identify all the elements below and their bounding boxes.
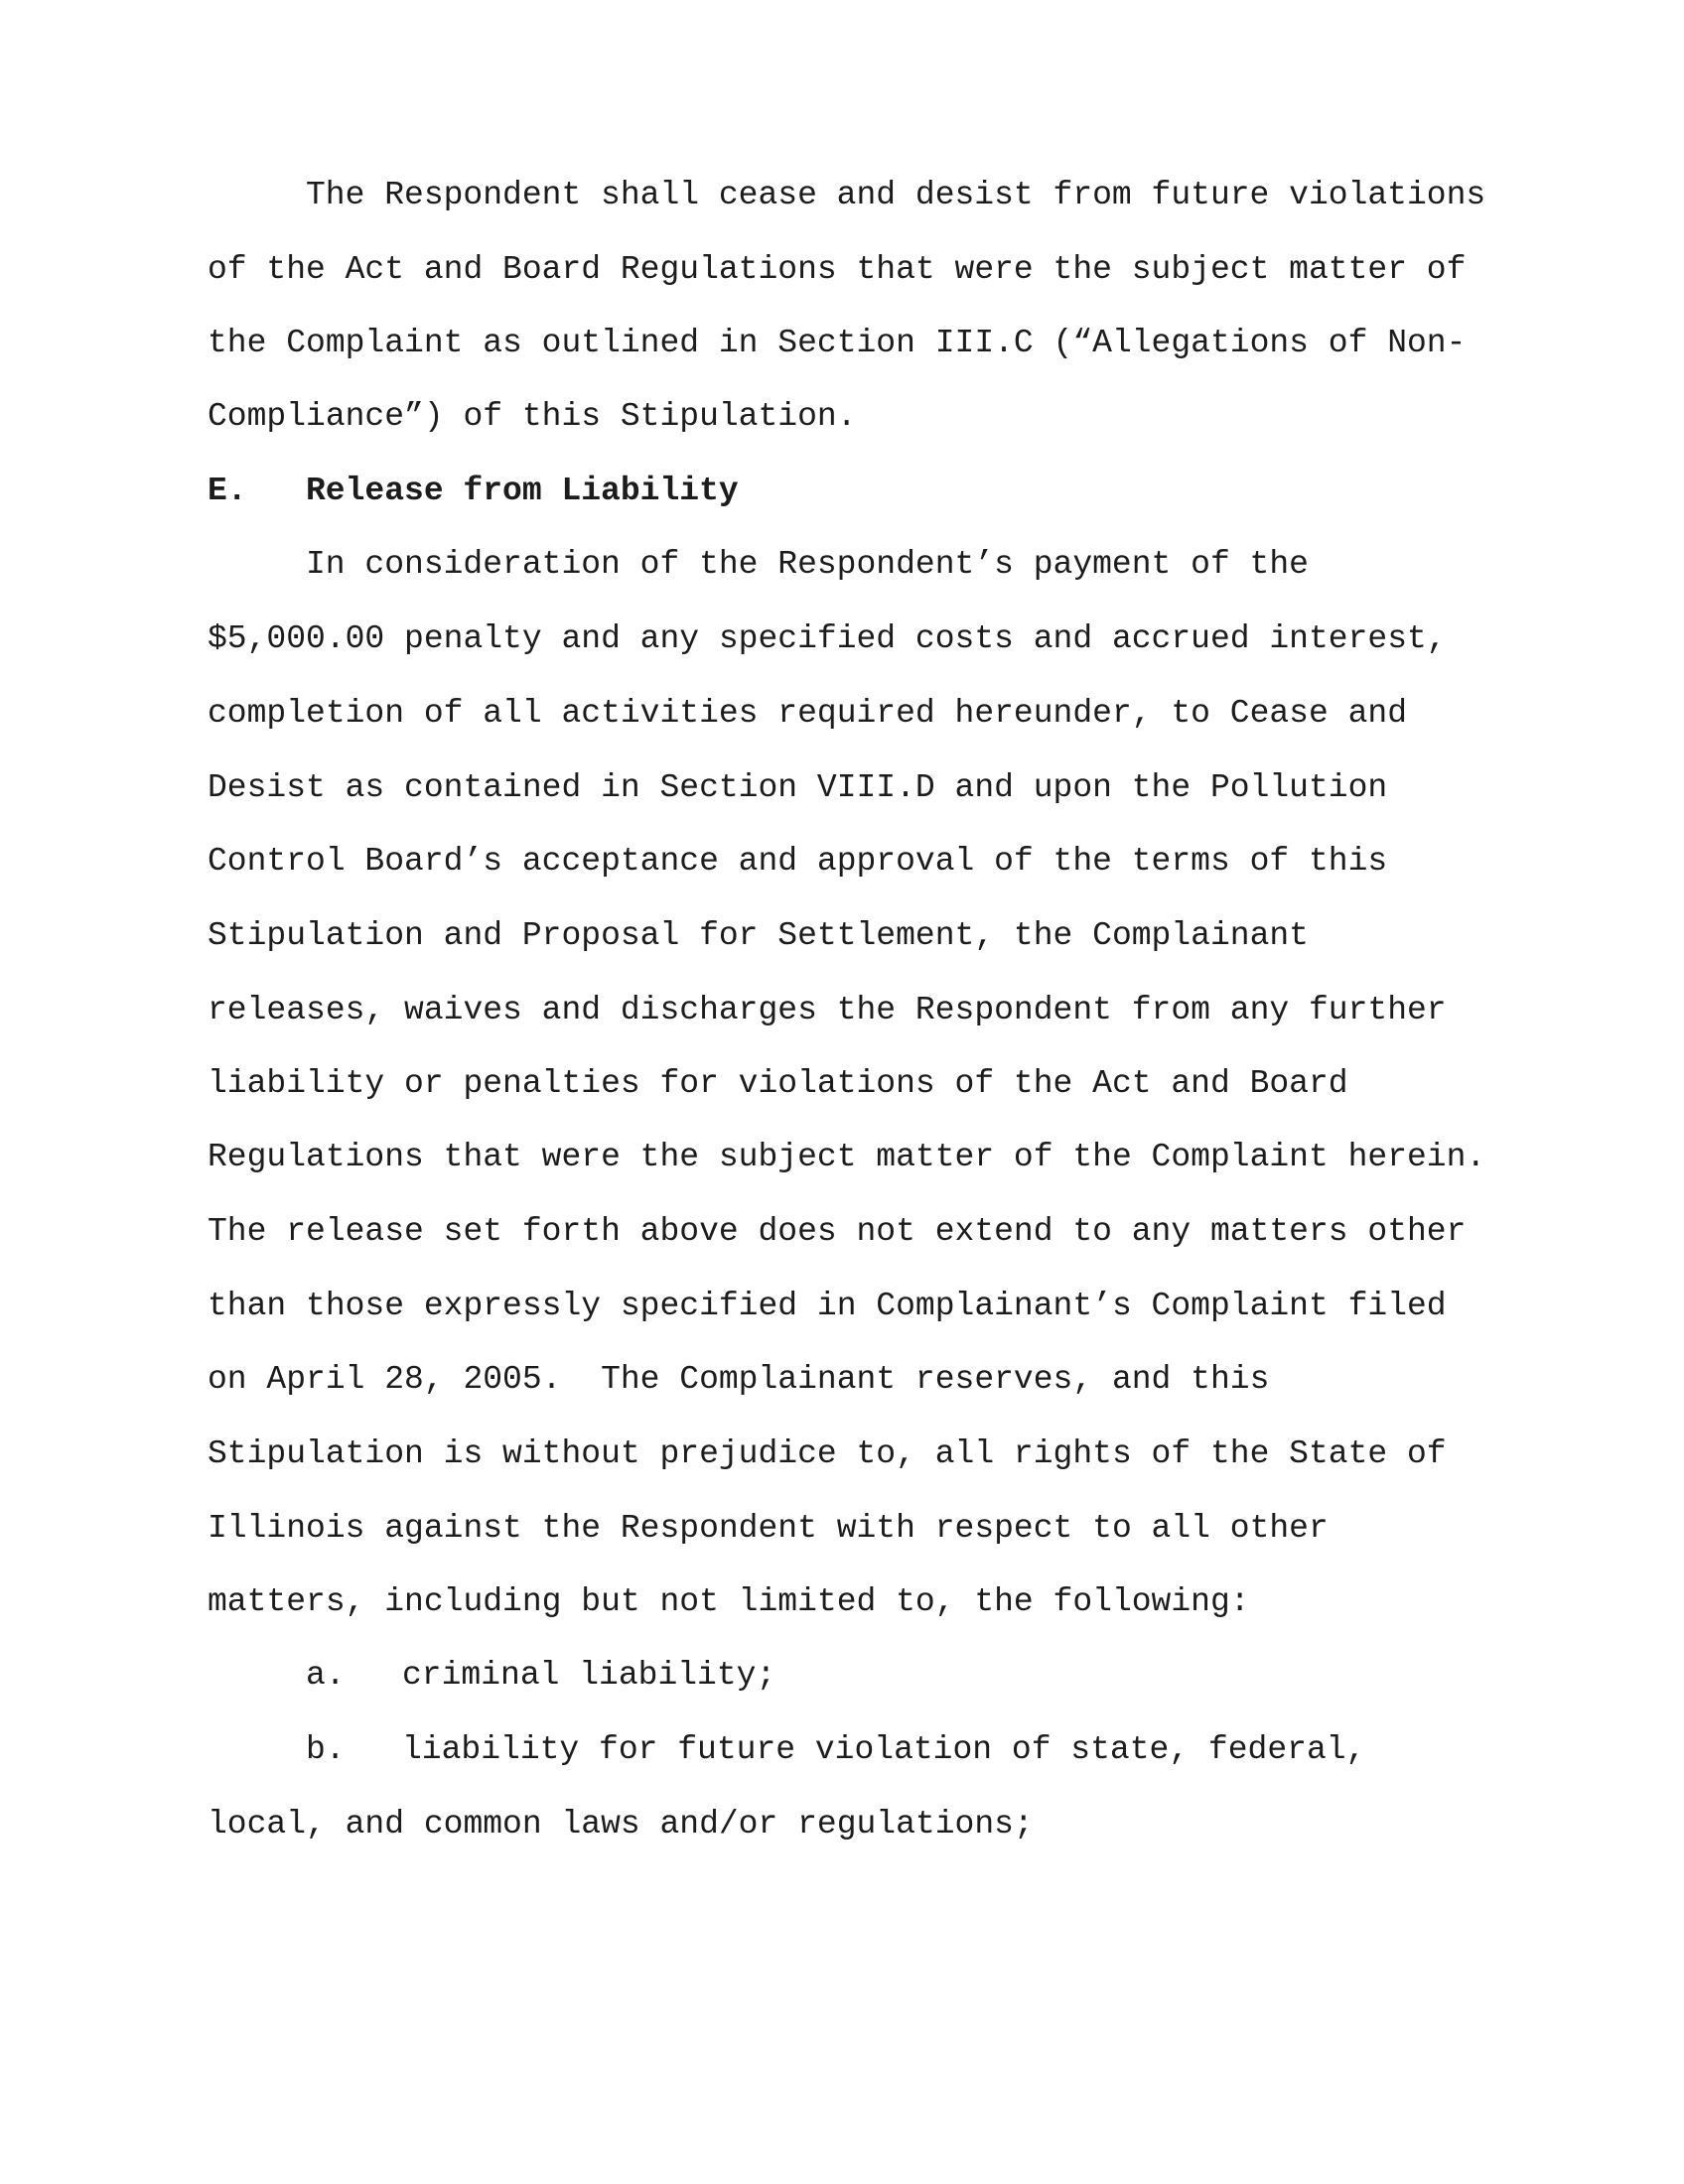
- paragraph-2-line-13: Stipulation is without prejudice to, all rights of the State of: [208, 1435, 1447, 1472]
- paragraph-2-line-11: than those expressly specified in Complainant’s Complaint filed: [208, 1288, 1447, 1324]
- paragraph-1-line-1: The Respondent shall cease and desist from future violations: [306, 177, 1486, 213]
- list-item-a-text: criminal liability;: [402, 1657, 776, 1694]
- paragraph-1-line-3: the Complaint as outlined in Section III.C (“Allegations of Non-: [208, 325, 1467, 361]
- list-item-b-text: liability for future violation of state, federal,: [402, 1731, 1366, 1768]
- paragraph-2-line-5: Control Board’s acceptance and approval of the terms of this: [208, 843, 1388, 880]
- paragraph-2-line-6: Stipulation and Proposal for Settlement, the Complainant: [208, 917, 1309, 954]
- paragraph-1-line-2: of the Act and Board Regulations that were the subject matter of: [208, 251, 1467, 288]
- paragraph-2-line-7: releases, waives and discharges the Respondent from any further: [208, 992, 1447, 1028]
- paragraph-2-line-15: matters, including but not limited to, the following:: [208, 1583, 1250, 1620]
- paragraph-2-line-1: In consideration of the Respondent’s payment of the: [306, 546, 1309, 583]
- list-item-b-letter: b.: [306, 1731, 346, 1768]
- section-e-title: Release from Liability: [306, 473, 739, 509]
- paragraph-2-line-9: Regulations that were the subject matter of the Complaint herein.: [208, 1139, 1486, 1175]
- paragraph-2-line-10: The release set forth above does not extend to any matters other: [208, 1213, 1467, 1250]
- paragraph-2-line-14: Illinois against the Respondent with respect to all other: [208, 1510, 1329, 1547]
- section-e-letter: E.: [208, 473, 247, 509]
- paragraph-2-line-4: Desist as contained in Section VIII.D and upon the Pollution: [208, 769, 1388, 806]
- paragraph-2-line-12: on April 28, 2005. The Complainant reserves, and this: [208, 1361, 1270, 1398]
- paragraph-2-line-3: completion of all activities required hereunder, to Cease and: [208, 695, 1407, 732]
- list-item-b-continuation: local, and common laws and/or regulations;: [208, 1806, 1034, 1843]
- paragraph-2-line-2: $5,000.00 penalty and any specified costs and accrued interest,: [208, 620, 1447, 657]
- list-item-a-letter: a.: [306, 1657, 346, 1694]
- paragraph-1-line-4: Compliance”) of this Stipulation.: [208, 398, 857, 435]
- paragraph-2-line-8: liability or penalties for violations of the Act and Board: [208, 1065, 1348, 1102]
